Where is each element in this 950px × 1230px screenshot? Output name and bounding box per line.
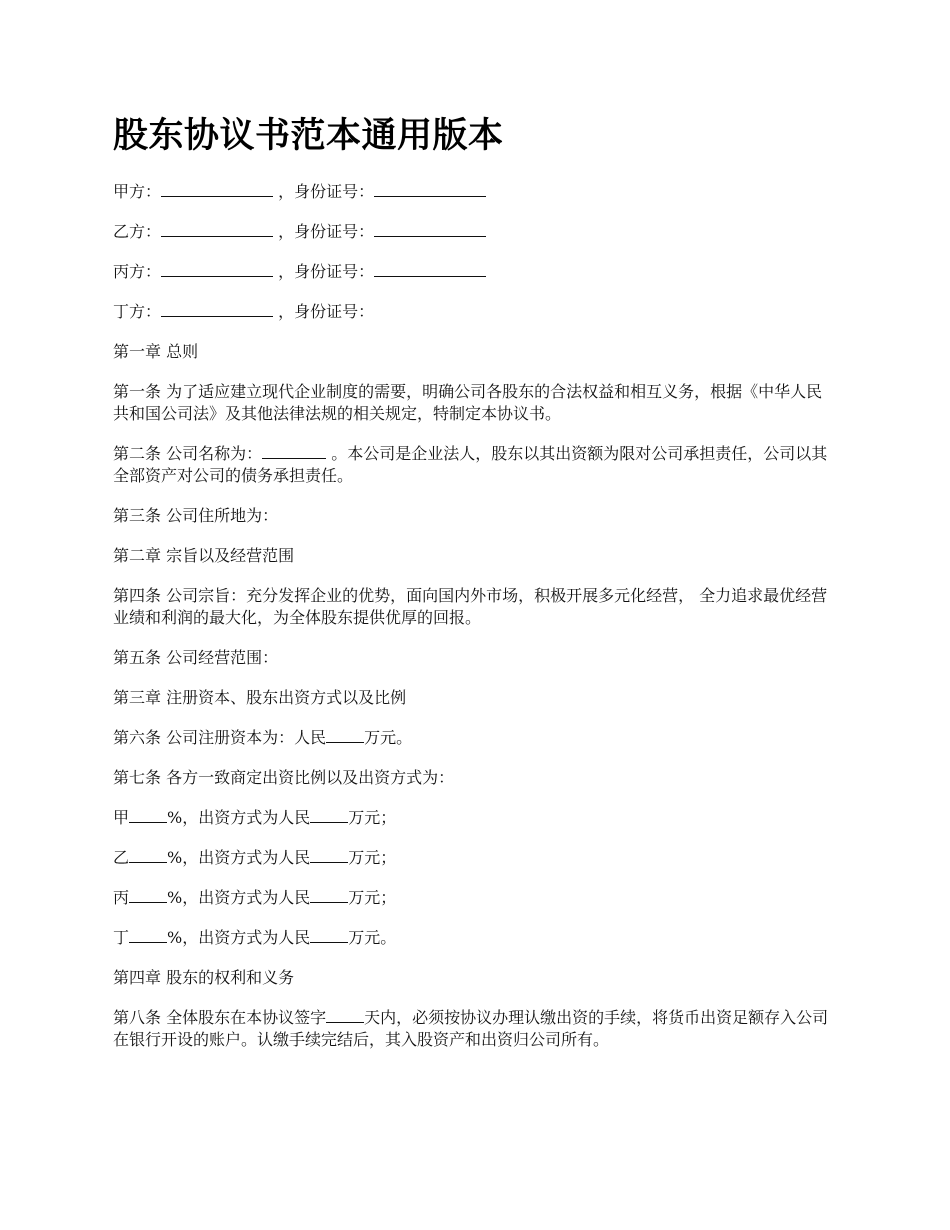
contribution-text: %，出资方式为人民 (167, 888, 311, 907)
chapter-2-heading: 第二章 宗旨以及经营范围 (113, 546, 295, 565)
article-4: 第四条 公司宗旨：充分发挥企业的优势，面向国内外市场，积极开展多元化经营， 全力追求最优经营业绩和利润的最大化，为全体股东提供优厚的回报。 (113, 586, 828, 627)
name-blank (161, 301, 273, 317)
party-label: 乙方： (113, 222, 162, 241)
contribution-line-c (113, 887, 833, 909)
percent-blank (129, 927, 167, 943)
contribution-party: 丙 (113, 888, 130, 907)
amount-blank (310, 927, 348, 943)
article-6 (113, 727, 833, 749)
article-6-unit: 万元。 (364, 728, 413, 747)
article-2-rest: 。本公司是企业法人，股东以其出资额为限对公司承担责任，公司以其全部资产对公司的债务承担责任。 (113, 444, 828, 485)
id-blank (374, 221, 486, 237)
percent-blank (129, 887, 167, 903)
contribution-line-d (113, 927, 833, 949)
document-page (113, 112, 833, 1069)
id-label: ，身份证号： (278, 182, 375, 201)
contribution-unit: 万元； (348, 848, 397, 867)
percent-blank (129, 847, 167, 863)
id-blank (374, 261, 486, 277)
contribution-text: %，出资方式为人民 (167, 848, 311, 867)
article-8-rest: 天内，必须按协议办理认缴出资的手续，将货币出资足额存入公司在银行开设的账户。认缴手续完结后，其入股资产和出资归公司所有。 (113, 1008, 829, 1049)
contribution-text: %，出资方式为人民 (167, 808, 311, 827)
article-2-lead: 第二条 公司名称为： (113, 444, 263, 463)
contribution-line-a (113, 807, 833, 829)
contribution-unit: 万元。 (348, 928, 397, 947)
amount-blank (310, 887, 348, 903)
id-label: ，身份证号： (278, 302, 375, 321)
party-label: 丁方： (113, 302, 162, 321)
article-7: 第七条 各方一致商定出资比例以及出资方式为： (113, 768, 455, 787)
contribution-line-b (113, 847, 833, 869)
document-title: 股东协议书范本通用版本 (113, 116, 504, 156)
amount-blank (310, 807, 348, 823)
article-8-lead: 第八条 全体股东在本协议签字 (113, 1008, 327, 1027)
contribution-party: 丁 (113, 928, 130, 947)
article-2 (113, 443, 833, 487)
days-blank (326, 1007, 364, 1023)
company-name-blank (262, 443, 326, 459)
party-line-d (113, 301, 833, 323)
article-3: 第三条 公司住所地为： (113, 506, 279, 525)
chapter-1-heading: 第一章 总则 (113, 342, 199, 361)
party-line-b (113, 221, 833, 243)
chapter-3-heading: 第三章 注册资本、股东出资方式以及比例 (113, 688, 407, 707)
contribution-party: 甲 (113, 808, 130, 827)
party-label: 丙方： (113, 262, 162, 281)
contribution-unit: 万元； (348, 808, 397, 827)
capital-blank (326, 727, 364, 743)
id-label: ，身份证号： (278, 262, 375, 281)
contribution-unit: 万元； (348, 888, 397, 907)
article-1: 第一条 为了适应建立现代企业制度的需要，明确公司各股东的合法权益和相互义务，根据《中华人民共和国公司法》及其他法律法规的相关规定，特制定本协议书。 (113, 382, 823, 423)
article-5: 第五条 公司经营范围： (113, 648, 279, 667)
amount-blank (310, 847, 348, 863)
party-line-a (113, 181, 833, 203)
contribution-party: 乙 (113, 848, 130, 867)
name-blank (161, 221, 273, 237)
id-blank (374, 181, 486, 197)
party-label: 甲方： (113, 182, 162, 201)
chapter-4-heading: 第四章 股东的权利和义务 (113, 968, 295, 987)
id-label: ，身份证号： (278, 222, 375, 241)
percent-blank (129, 807, 167, 823)
article-8 (113, 1007, 833, 1051)
party-line-c (113, 261, 833, 283)
name-blank (161, 261, 273, 277)
name-blank (161, 181, 273, 197)
article-6-lead: 第六条 公司注册资本为：人民 (113, 728, 327, 747)
contribution-text: %，出资方式为人民 (167, 928, 311, 947)
